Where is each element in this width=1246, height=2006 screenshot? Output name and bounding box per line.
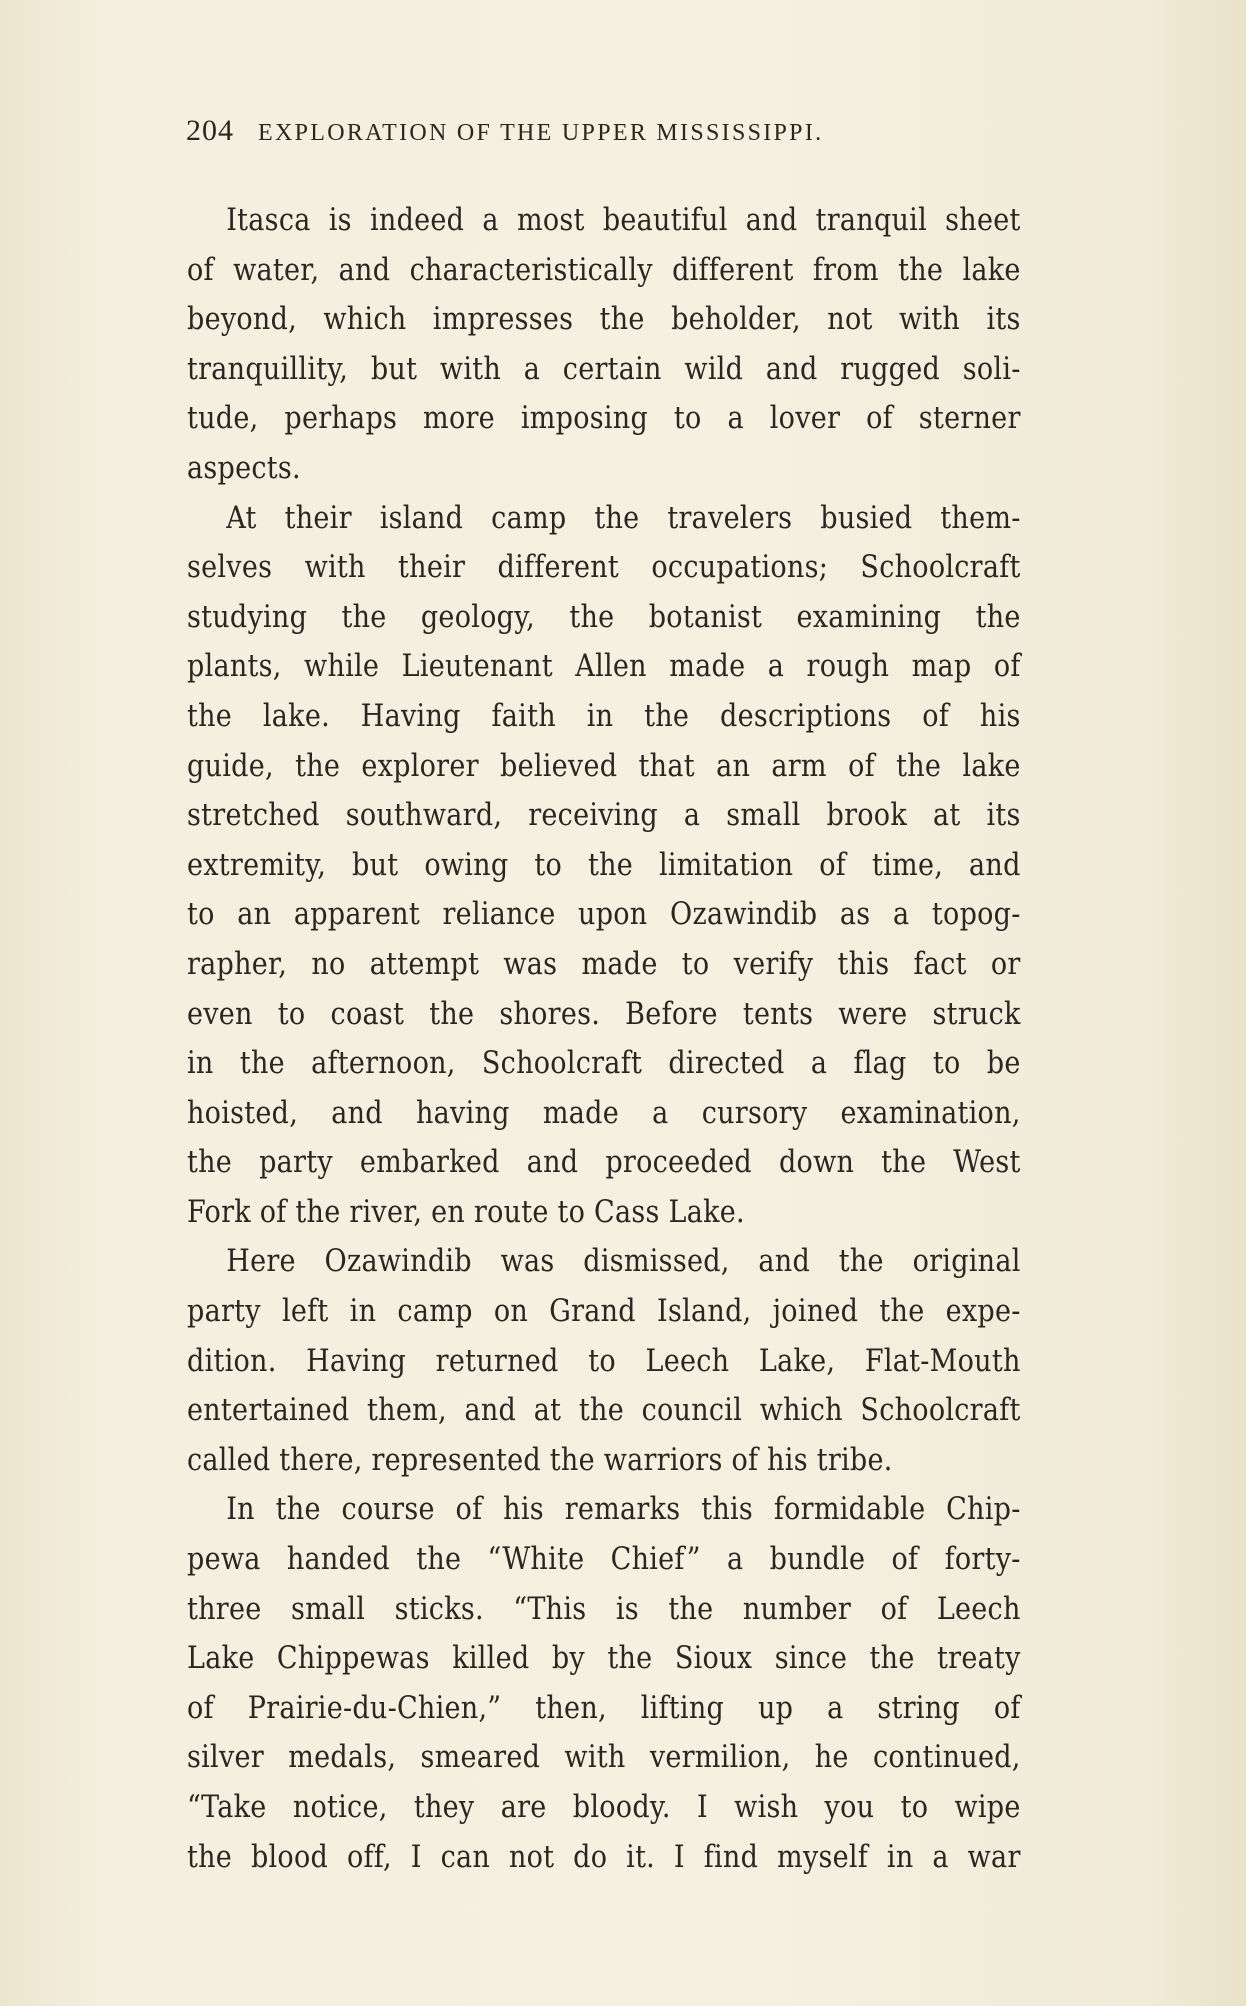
text-line: Here Ozawindib was dismissed, and the original	[226, 1243, 1021, 1280]
text-line: tude, perhaps more imposing to a lover of sterner	[187, 400, 1021, 437]
text-line: the lake. Having faith in the descriptions of his	[187, 697, 1021, 734]
text-line: to an apparent reliance upon Ozawindib as a topog-	[187, 896, 1021, 933]
running-head: EXPLORATION OF THE UPPER MISSISSIPPI.	[258, 120, 824, 146]
text-line: called there, represented the warriors of his tribe.	[187, 1441, 893, 1478]
text-line: selves with their different occupations; Schoolcraft	[187, 549, 1021, 586]
text-line: the blood off, I can not do it. I find myself in a war	[187, 1838, 1021, 1875]
text-line: Fork of the river, en route to Cass Lake.	[187, 1193, 745, 1230]
text-line: tranquillity, but with a certain wild and rugged soli-	[187, 350, 1021, 387]
text-line: studying the geology, the botanist examining the	[187, 598, 1021, 635]
text-line: aspects.	[187, 449, 301, 486]
text-line: extremity, but owing to the limitation of time, and	[187, 846, 1021, 883]
text-line: rapher, no attempt was made to verify this fact or	[187, 945, 1021, 982]
text-line: guide, the explorer believed that an arm of the lake	[187, 747, 1021, 784]
text-line: At their island camp the travelers busied them-	[226, 499, 1021, 536]
page-number: 204	[186, 114, 234, 147]
text-line: pewa handed the “White Chief” a bundle of forty-	[187, 1541, 1021, 1578]
body-text	[187, 196, 1143, 1882]
text-line: in the afternoon, Schoolcraft directed a flag to be	[187, 1045, 1021, 1082]
text-line: Itasca is indeed a most beautiful and tranquil sheet	[226, 202, 1021, 238]
text-line: “Take notice, they are bloody. I wish you to wipe	[187, 1789, 1021, 1825]
text-line: of Prairie-du-Chien,” then, lifting up a string of	[187, 1689, 1021, 1726]
text-line: even to coast the shores. Before tents were struck	[187, 995, 1021, 1032]
text-line: dition. Having returned to Leech Lake, Flat-Mouth	[187, 1342, 1021, 1379]
text-line: beyond, which impresses the beholder, not with its	[187, 301, 1021, 338]
text-line: Lake Chippewas killed by the Sioux since the treaty	[187, 1640, 1021, 1677]
text-line: stretched southward, receiving a small brook at its	[187, 797, 1021, 834]
text-line: three small sticks. “This is the number of Leech	[187, 1590, 1021, 1627]
text-line: silver medals, smeared with vermilion, he continued,	[187, 1739, 1021, 1776]
text-line: plants, while Lieutenant Allen made a rough map of	[187, 648, 1021, 685]
text-line: the party embarked and proceeded down the West	[187, 1144, 1021, 1181]
text-line: party left in camp on Grand Island, joined the expe-	[187, 1293, 1021, 1330]
page-header	[186, 114, 1076, 154]
text-line: In the course of his remarks this formidable Chip-	[226, 1491, 1021, 1528]
text-line: of water, and characteristically different from the lake	[187, 251, 1021, 288]
text-line: entertained them, and at the council which Schoolcraft	[187, 1392, 1021, 1429]
text-line: hoisted, and having made a cursory examination,	[187, 1094, 1021, 1131]
